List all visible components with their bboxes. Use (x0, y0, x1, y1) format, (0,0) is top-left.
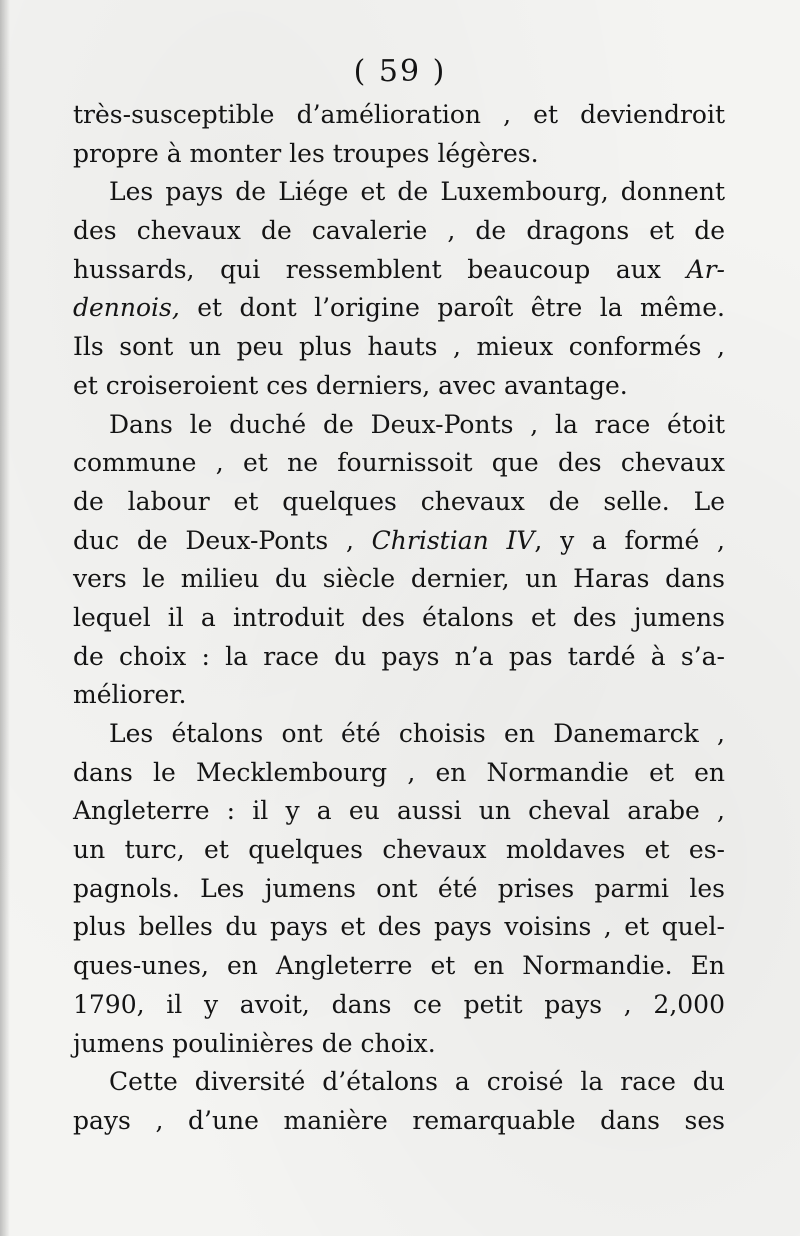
text-line: ques-unes, en Angleterre et en Normandie. En (73, 951, 725, 981)
text-line (73, 251, 725, 290)
text-line: Ils sont un peu plus hauts , mieux conformés , (73, 332, 725, 362)
text-line: Angleterre : il y a eu aussi un cheval arabe , (73, 796, 725, 826)
text-line: propre à monter les troupes légères. (73, 138, 539, 168)
text-line: de labour et quelques chevaux de selle. Le (73, 486, 725, 516)
body-text (73, 96, 725, 1141)
text-line: des chevaux de cavalerie , de dragons et de (73, 216, 725, 246)
text-line: 1790, il y avoit, dans ce petit pays , 2,000 (73, 989, 725, 1019)
text-line: très-susceptible d’amélioration , et deviendroit (73, 100, 725, 129)
text-line: lequel il a introduit des étalons et des jumens (73, 602, 725, 632)
text-line: dans le Mecklembourg , en Normandie et en (73, 757, 725, 787)
page-number: ( 59 ) (353, 54, 447, 89)
italic-segment: dennois, (73, 293, 180, 323)
text-line: Dans le duché de Deux-Ponts , la race étoit (109, 409, 725, 439)
text-line (73, 289, 725, 328)
text-line: et croiseroient ces derniers, avec avantage. (73, 370, 628, 400)
text-line: Les pays de Liége et de Luxembourg, donnent (109, 177, 725, 207)
italic-segment: Ar- (686, 254, 725, 284)
text-line: vers le milieu du siècle dernier, un Haras dans (73, 564, 725, 594)
text-line: méliorer. (73, 680, 187, 710)
text-line: commune , et ne fournissoit que des chevaux (73, 448, 725, 478)
text-line: de choix : la race du pays n’a pas tardé à s’a- (73, 641, 725, 671)
text-segment: duc de Deux-Ponts , (73, 525, 354, 555)
text-line: plus belles du pays et des pays voisins , et quel- (73, 912, 725, 942)
text-line: Cette diversité d’étalons a croisé la race du (109, 1067, 725, 1097)
text-line: Les étalons ont été choisis en Danemarck , (109, 719, 725, 748)
text-line: jumens poulinières de choix. (73, 1028, 436, 1058)
text-segment: , y a formé , (534, 525, 725, 555)
page-gutter-shadow (0, 0, 10, 1236)
text-line (73, 522, 725, 561)
text-segment: et dont l’origine paroît être la même. (179, 293, 725, 323)
text-line: pays , d’une manière remarquable dans ses (73, 1105, 725, 1135)
italic-segment: Christian IV (371, 525, 535, 555)
text-segment: hussards, qui ressemblent beaucoup aux (73, 254, 661, 284)
text-line: pagnols. Les jumens ont été prises parmi les (73, 873, 725, 903)
text-line: un turc, et quelques chevaux moldaves et es- (73, 835, 725, 865)
